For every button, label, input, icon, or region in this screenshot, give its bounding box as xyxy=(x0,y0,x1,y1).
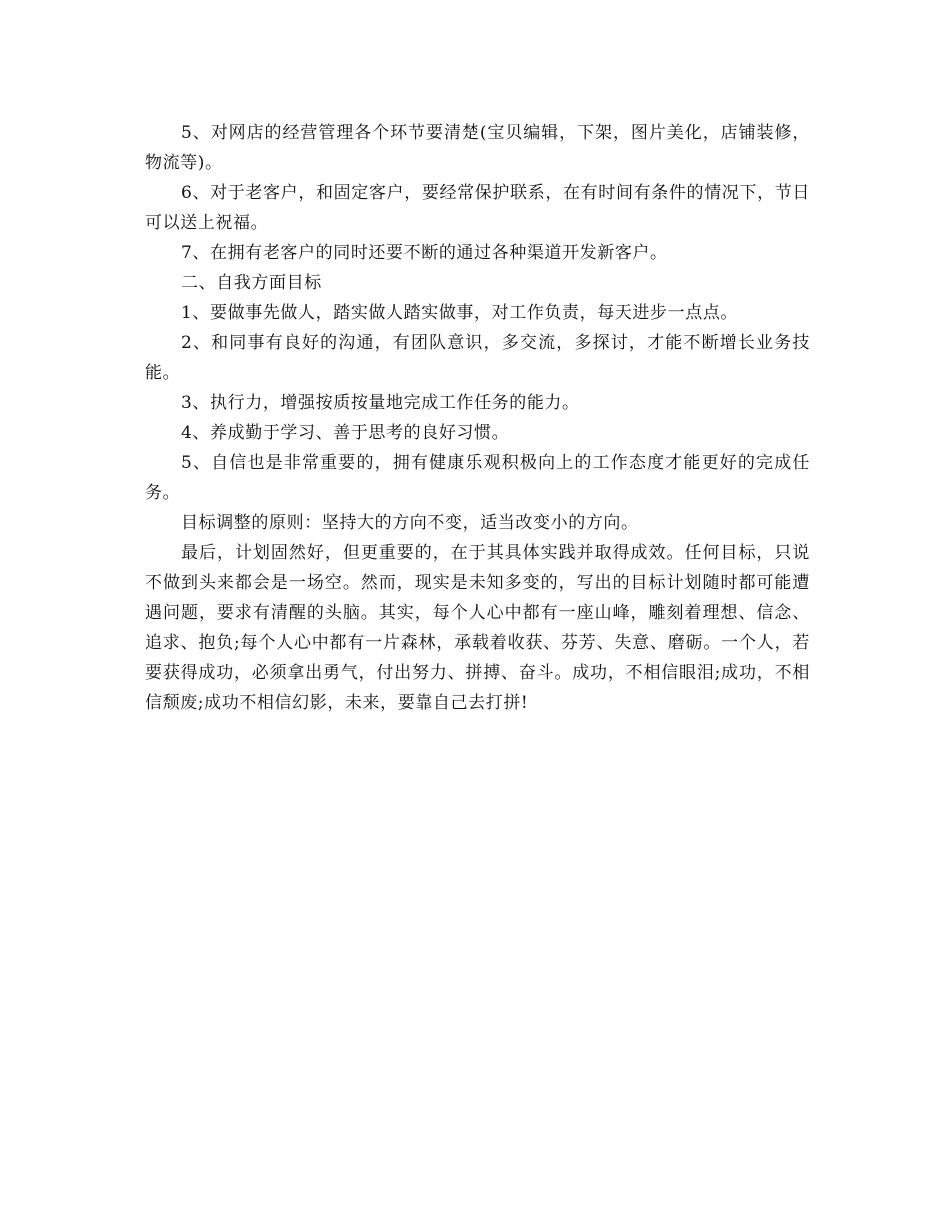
paragraph-item-7-new-customers: 7、在拥有老客户的同时还要不断的通过各种渠道开发新客户。 xyxy=(181,243,668,263)
paragraph-conclusion: 最后，计划固然好，但更重要的，在于其具体实践并取得成效。任何目标，只说不做到头来都会是一场空。然而，现实是未知多变的，写出的目标计划随时都可能遭遇问题，要求有清醒的头脑。其实，每个人心中都有一座山峰，雕刻着理想、信念、追求、抱负;每个人心中都有一片森林，承载着收获、芬芳、失意、磨砺。一个人，若要获得成功，必须拿出勇气，付出努力、拼搏、奋斗。成功，不相信眼泪;成功，不相信颓废;成功不相信幻影，未来，要靠自己去打拼! xyxy=(145,543,810,713)
paragraph-item-5-confidence: 5、自信也是非常重要的，拥有健康乐观积极向上的工作态度才能更好的完成任务。 xyxy=(145,453,810,503)
document-body xyxy=(145,118,810,718)
paragraph-item-6-old-customers: 6、对于老客户，和固定客户，要经常保护联系，在有时间有条件的情况下，节日可以送上祝福。 xyxy=(145,183,810,233)
paragraph-item-1-conduct: 1、要做事先做人，踏实做人踏实做事，对工作负责，每天进步一点点。 xyxy=(181,303,739,323)
paragraph-item-5-shop-management: 5、对网店的经营管理各个环节要清楚(宝贝编辑，下架，图片美化，店铺装修，物流等)。 xyxy=(145,123,810,173)
section-heading-self-goals: 二、自我方面目标 xyxy=(181,273,322,293)
paragraph-item-4-learning: 4、养成勤于学习、善于思考的良好习惯。 xyxy=(181,423,510,443)
paragraph-item-3-execution: 3、执行力，增强按质按量地完成工作任务的能力。 xyxy=(181,393,580,413)
paragraph-adjustment-principle: 目标调整的原则：坚持大的方向不变，适当改变小的方向。 xyxy=(181,513,639,533)
paragraph-item-2-communication: 2、和同事有良好的沟通，有团队意识，多交流，多探讨，才能不断增长业务技能。 xyxy=(145,333,810,383)
